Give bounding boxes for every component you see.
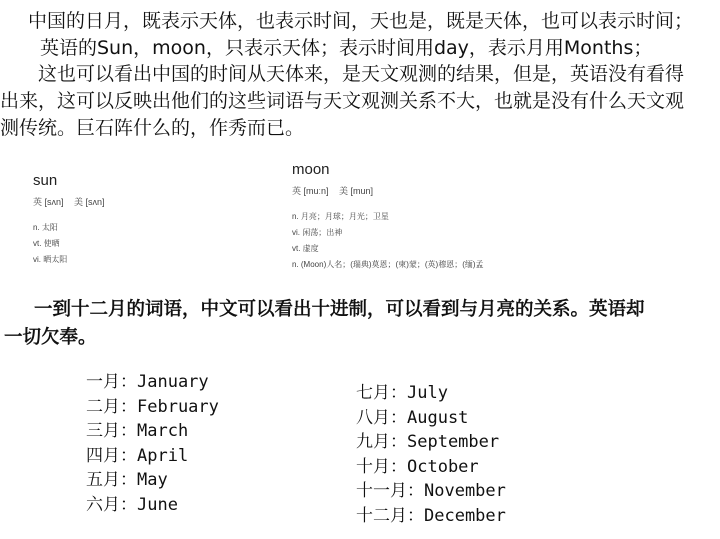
observation-line-2: 出来，这可以反映出他们的这些词语与天文观测关系不大，也就是没有什么天文观 (0, 90, 685, 112)
intro-line-2: 英语的Sun，moon，只表示天体；表示时间用day，表示月用Months； (40, 37, 653, 59)
month-english: August (407, 407, 469, 428)
month-english: April (137, 445, 189, 466)
month-english: October (407, 456, 479, 477)
definition: vi. 闲荡；出神 (292, 228, 343, 237)
months-list-left (86, 370, 219, 517)
months-intro-line-1: 一到十二月的词语，中文可以看出十进制，可以看到与月亮的关系。英语却 (34, 299, 645, 320)
month-item (86, 444, 219, 469)
month-english: January (137, 372, 209, 392)
definition: vt. 使晒 (33, 239, 60, 248)
month-chinese: 十二月： (356, 505, 424, 526)
dictionary-entry-moon (292, 161, 484, 273)
months-intro-paragraph (0, 296, 712, 352)
phonetic-line (33, 195, 113, 208)
month-chinese: 九月： (356, 432, 407, 452)
month-chinese: 二月： (86, 396, 137, 417)
month-item (86, 370, 219, 395)
observation-line-3: 测传统。巨石阵什么的，作秀而已。 (0, 117, 305, 139)
month-chinese: 三月： (86, 421, 137, 441)
definition: vt. 虚度 (292, 244, 319, 253)
month-english: May (137, 470, 168, 490)
month-item (356, 381, 506, 406)
month-item (356, 406, 506, 431)
intro-line-1: 中国的日月，既表示天体，也表示时间，天也是，既是天体，也可以表示时间； (28, 10, 694, 32)
month-item (86, 395, 219, 420)
month-chinese: 八月： (356, 407, 407, 428)
phonetic-line (292, 184, 484, 197)
phonetic-uk: 英 [sʌn] (33, 197, 64, 207)
month-item (356, 504, 506, 529)
month-item (86, 493, 219, 518)
month-english: June (137, 494, 178, 515)
months-list-right (356, 381, 506, 528)
definition: n. 月亮；月球；月光；卫星 (292, 212, 389, 221)
dictionary-word: sun (33, 172, 58, 189)
month-english: July (407, 383, 448, 403)
phonetic-us: 美 [mun] (339, 186, 374, 196)
month-chinese: 十月： (356, 456, 407, 477)
month-chinese: 一月： (86, 372, 137, 392)
month-english: November (424, 481, 506, 501)
month-english: February (137, 396, 219, 417)
intro-paragraph (0, 8, 712, 62)
month-item (356, 479, 506, 504)
phonetic-us: 美 [sʌn] (74, 197, 105, 207)
observation-line-1: 这也可以看出中国的时间从天体来，是天文观测的结果，但是，英语没有看得 (38, 63, 685, 85)
month-chinese: 四月： (86, 445, 137, 466)
dictionary-word: moon (292, 161, 330, 178)
definition: n. (Moon)人名；(瑞典)莫恩；(柬)蒙；(英)穆恩；(缅)孟 (292, 260, 484, 269)
month-chinese: 七月： (356, 383, 407, 403)
month-chinese: 五月： (86, 470, 137, 490)
month-item (356, 455, 506, 480)
month-item (86, 419, 219, 444)
month-chinese: 十一月： (356, 481, 424, 501)
dictionary-entry-sun (33, 172, 113, 268)
month-item (356, 430, 506, 455)
definition: n. 太阳 (33, 223, 58, 232)
month-english: December (424, 505, 506, 526)
months-intro-line-2: 一切欠奉。 (4, 327, 97, 348)
phonetic-uk: 英 [muːn] (292, 186, 329, 196)
month-english: September (407, 432, 500, 452)
definition: vi. 晒太阳 (33, 255, 68, 264)
month-english: March (137, 421, 189, 441)
month-item (86, 468, 219, 493)
month-chinese: 六月： (86, 494, 137, 515)
observation-paragraph (0, 61, 712, 142)
